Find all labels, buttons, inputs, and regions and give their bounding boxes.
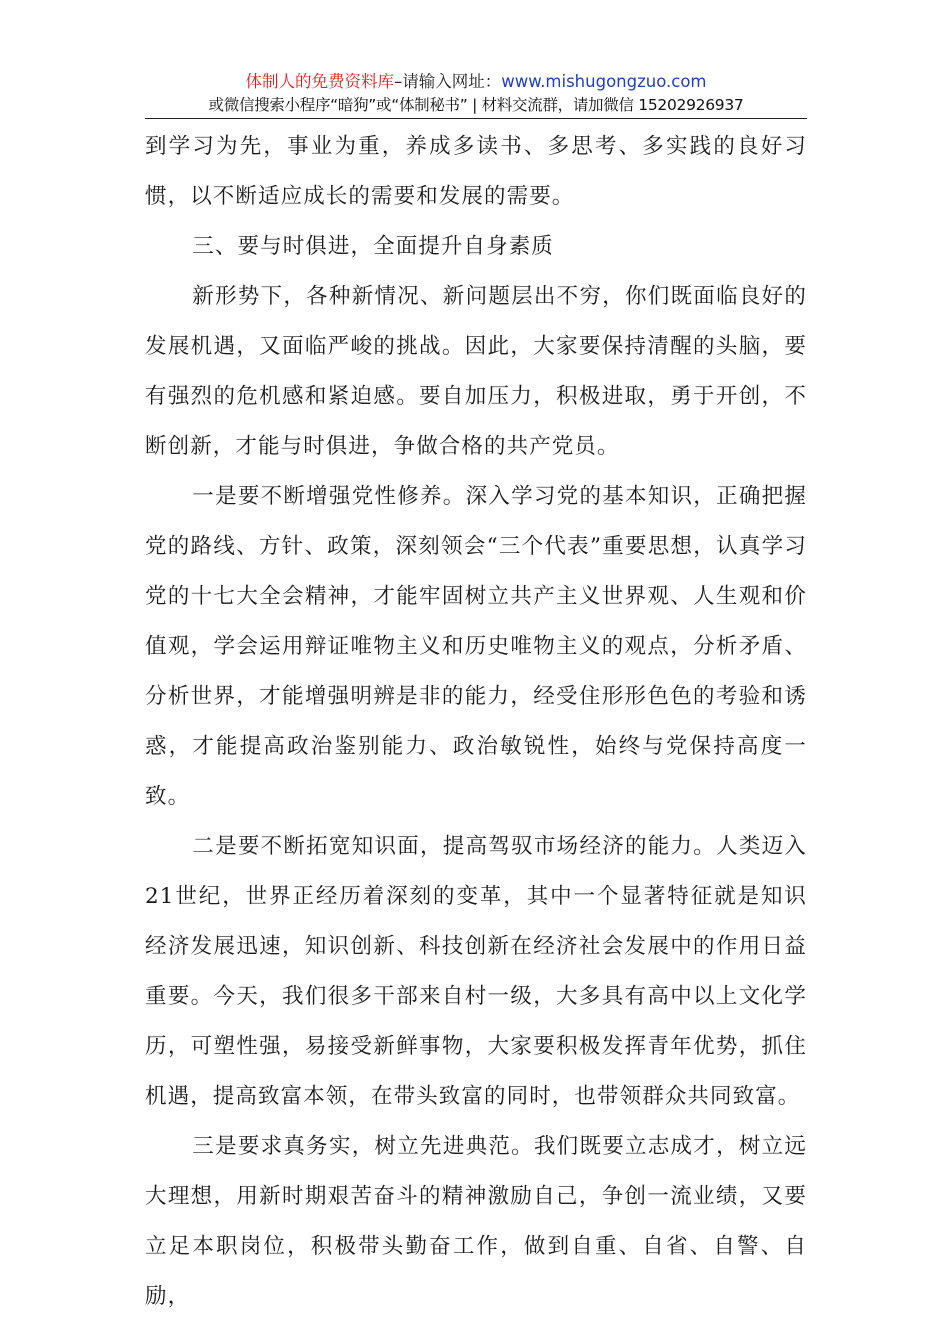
section-heading: 三、要与时俱进，全面提升自身素质 <box>192 234 554 259</box>
header-contact-line: 或微信搜索小程序“暗狗”或“体制秘书” | 材料交流群，请加微信 15202926937 <box>208 96 744 114</box>
paragraph: 二是要不断拓宽知识面，提高驾驭市场经济的能力。人类迈入21世纪，世界正经历着深刻的变革，其中一个显著特征就是知识经济发展迅速，知识创新、科技创新在经济社会发展中的作用日益重要。今天，我们很多干部来自村一级，大多具有高中以上文化学历，可塑性强，易接受新鲜事物，大家要积极发挥青年优势，抓住机遇，提高致富本领，在带头致富的同时，也带领群众共同致富。 <box>145 834 807 1109</box>
header-prompt: –请输入网址： <box>393 72 502 91</box>
paragraph: 到学习为先，事业为重，养成多读书、多思考、多实践的良好习惯，以不断适应成长的需要和发展的需要。 <box>145 134 807 209</box>
page-header <box>145 70 807 116</box>
header-url-link[interactable]: www.mishugongzuo.com <box>501 72 707 91</box>
paragraph: 三是要求真务实，树立先进典范。我们既要立志成才，树立远大理想，用新时期艰苦奋斗的精神激励自己，争创一流业绩，又要立足本职岗位，积极带头勤奋工作，做到自重、自省、自警、自励， <box>145 1134 807 1309</box>
header-divider <box>145 118 807 119</box>
paragraph: 一是要不断增强党性修养。深入学习党的基本知识，正确把握党的路线、方针、政策，深刻领会“三个代表”重要思想，认真学习党的十七大全会精神，才能牢固树立共产主义世界观、人生观和价值观，学会运用辩证唯物主义和历史唯物主义的观点，分析矛盾、分析世界，才能增强明辨是非的能力，经受住形形色色的考验和诱惑，才能提高政治鉴别能力、政治敏锐性，始终与党保持高度一致。 <box>145 484 807 809</box>
paragraph: 新形势下，各种新情况、新问题层出不穷，你们既面临良好的发展机遇，又面临严峻的挑战。因此，大家要保持清醒的头脑，要有强烈的危机感和紧迫感。要自加压力，积极进取，勇于开创，不断创新，才能与时俱进，争做合格的共产党员。 <box>145 284 807 459</box>
header-title-line <box>145 70 807 94</box>
document-body <box>145 122 807 1322</box>
header-brand: 体制人的免费资料库 <box>245 72 394 91</box>
